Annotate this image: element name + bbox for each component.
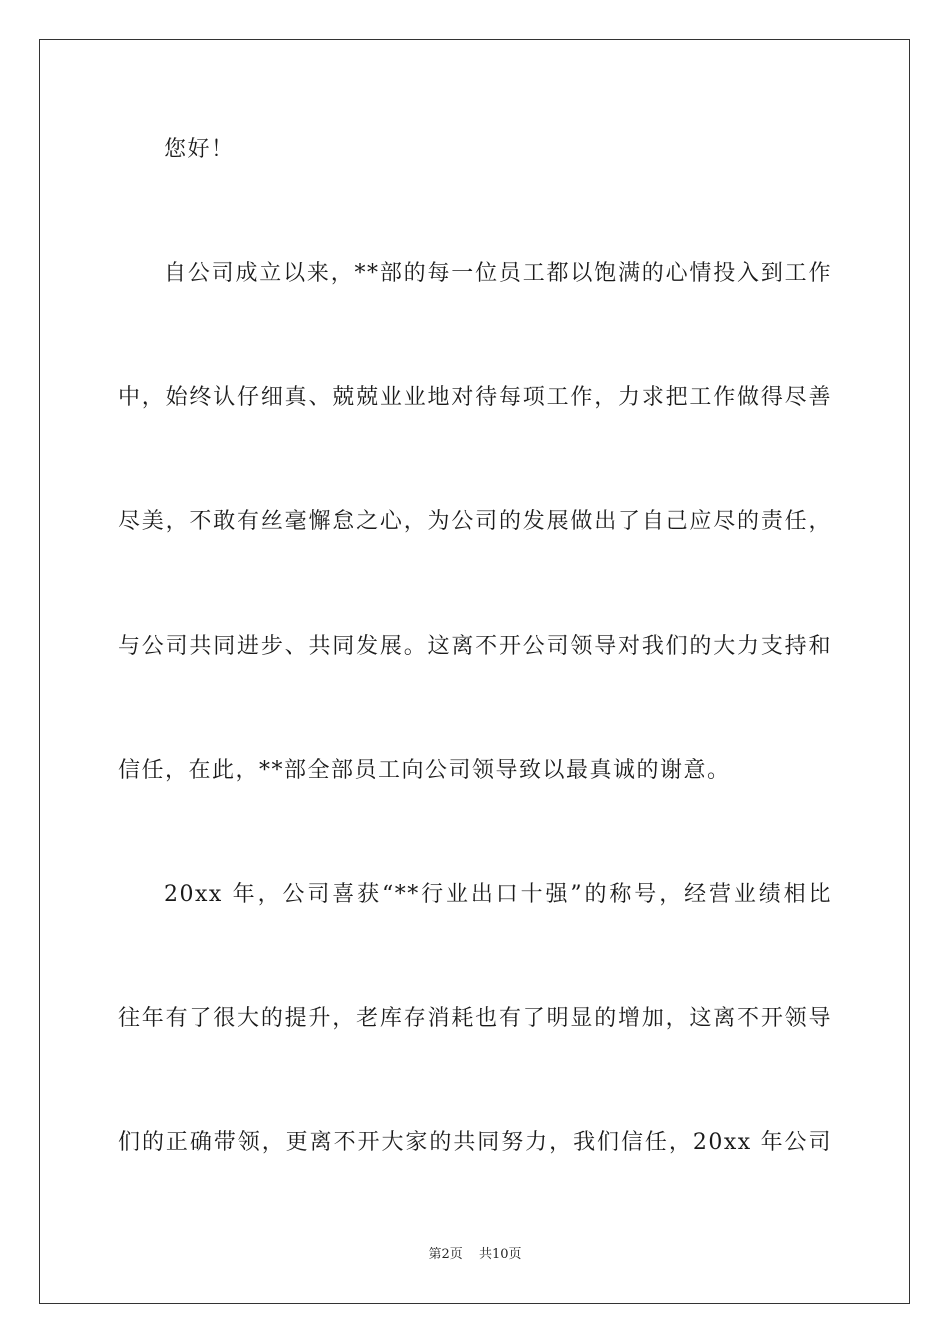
greeting-line: 您好！ [164,137,235,162]
paragraph-line-4: 与公司共同进步、共同发展。这离不开公司领导对我们的大力支持和 [118,634,832,659]
page-number-current: 第2页 [428,1247,463,1262]
paragraph-line-3: 尽美，不敢有丝毫懈怠之心，为公司的发展做出了自己应尽的责任， [118,509,832,534]
paragraph-line-7: 往年有了很大的提升，老库存消耗也有了明显的增加，这离不开领导 [118,1006,832,1031]
page-footer [0,1246,950,1264]
paragraph-line-5: 信任，在此，**部全部员工向公司领导致以最真诚的谢意。 [118,758,731,783]
page-number-total: 共10页 [478,1247,522,1262]
paragraph-line-6: 20xx 年，公司喜获“**行业出口十强”的称号，经营业绩相比 [164,882,832,907]
paragraph-line-2: 中，始终认仔细真、兢兢业业地对待每项工作，力求把工作做得尽善 [118,385,832,410]
paragraph-line-8: 们的正确带领，更离不开大家的共同努力，我们信任，20xx 年公司 [118,1130,832,1155]
paragraph-line-1: 自公司成立以来，**部的每一位员工都以饱满的心情投入到工作 [164,261,832,286]
page-frame [39,39,910,1304]
